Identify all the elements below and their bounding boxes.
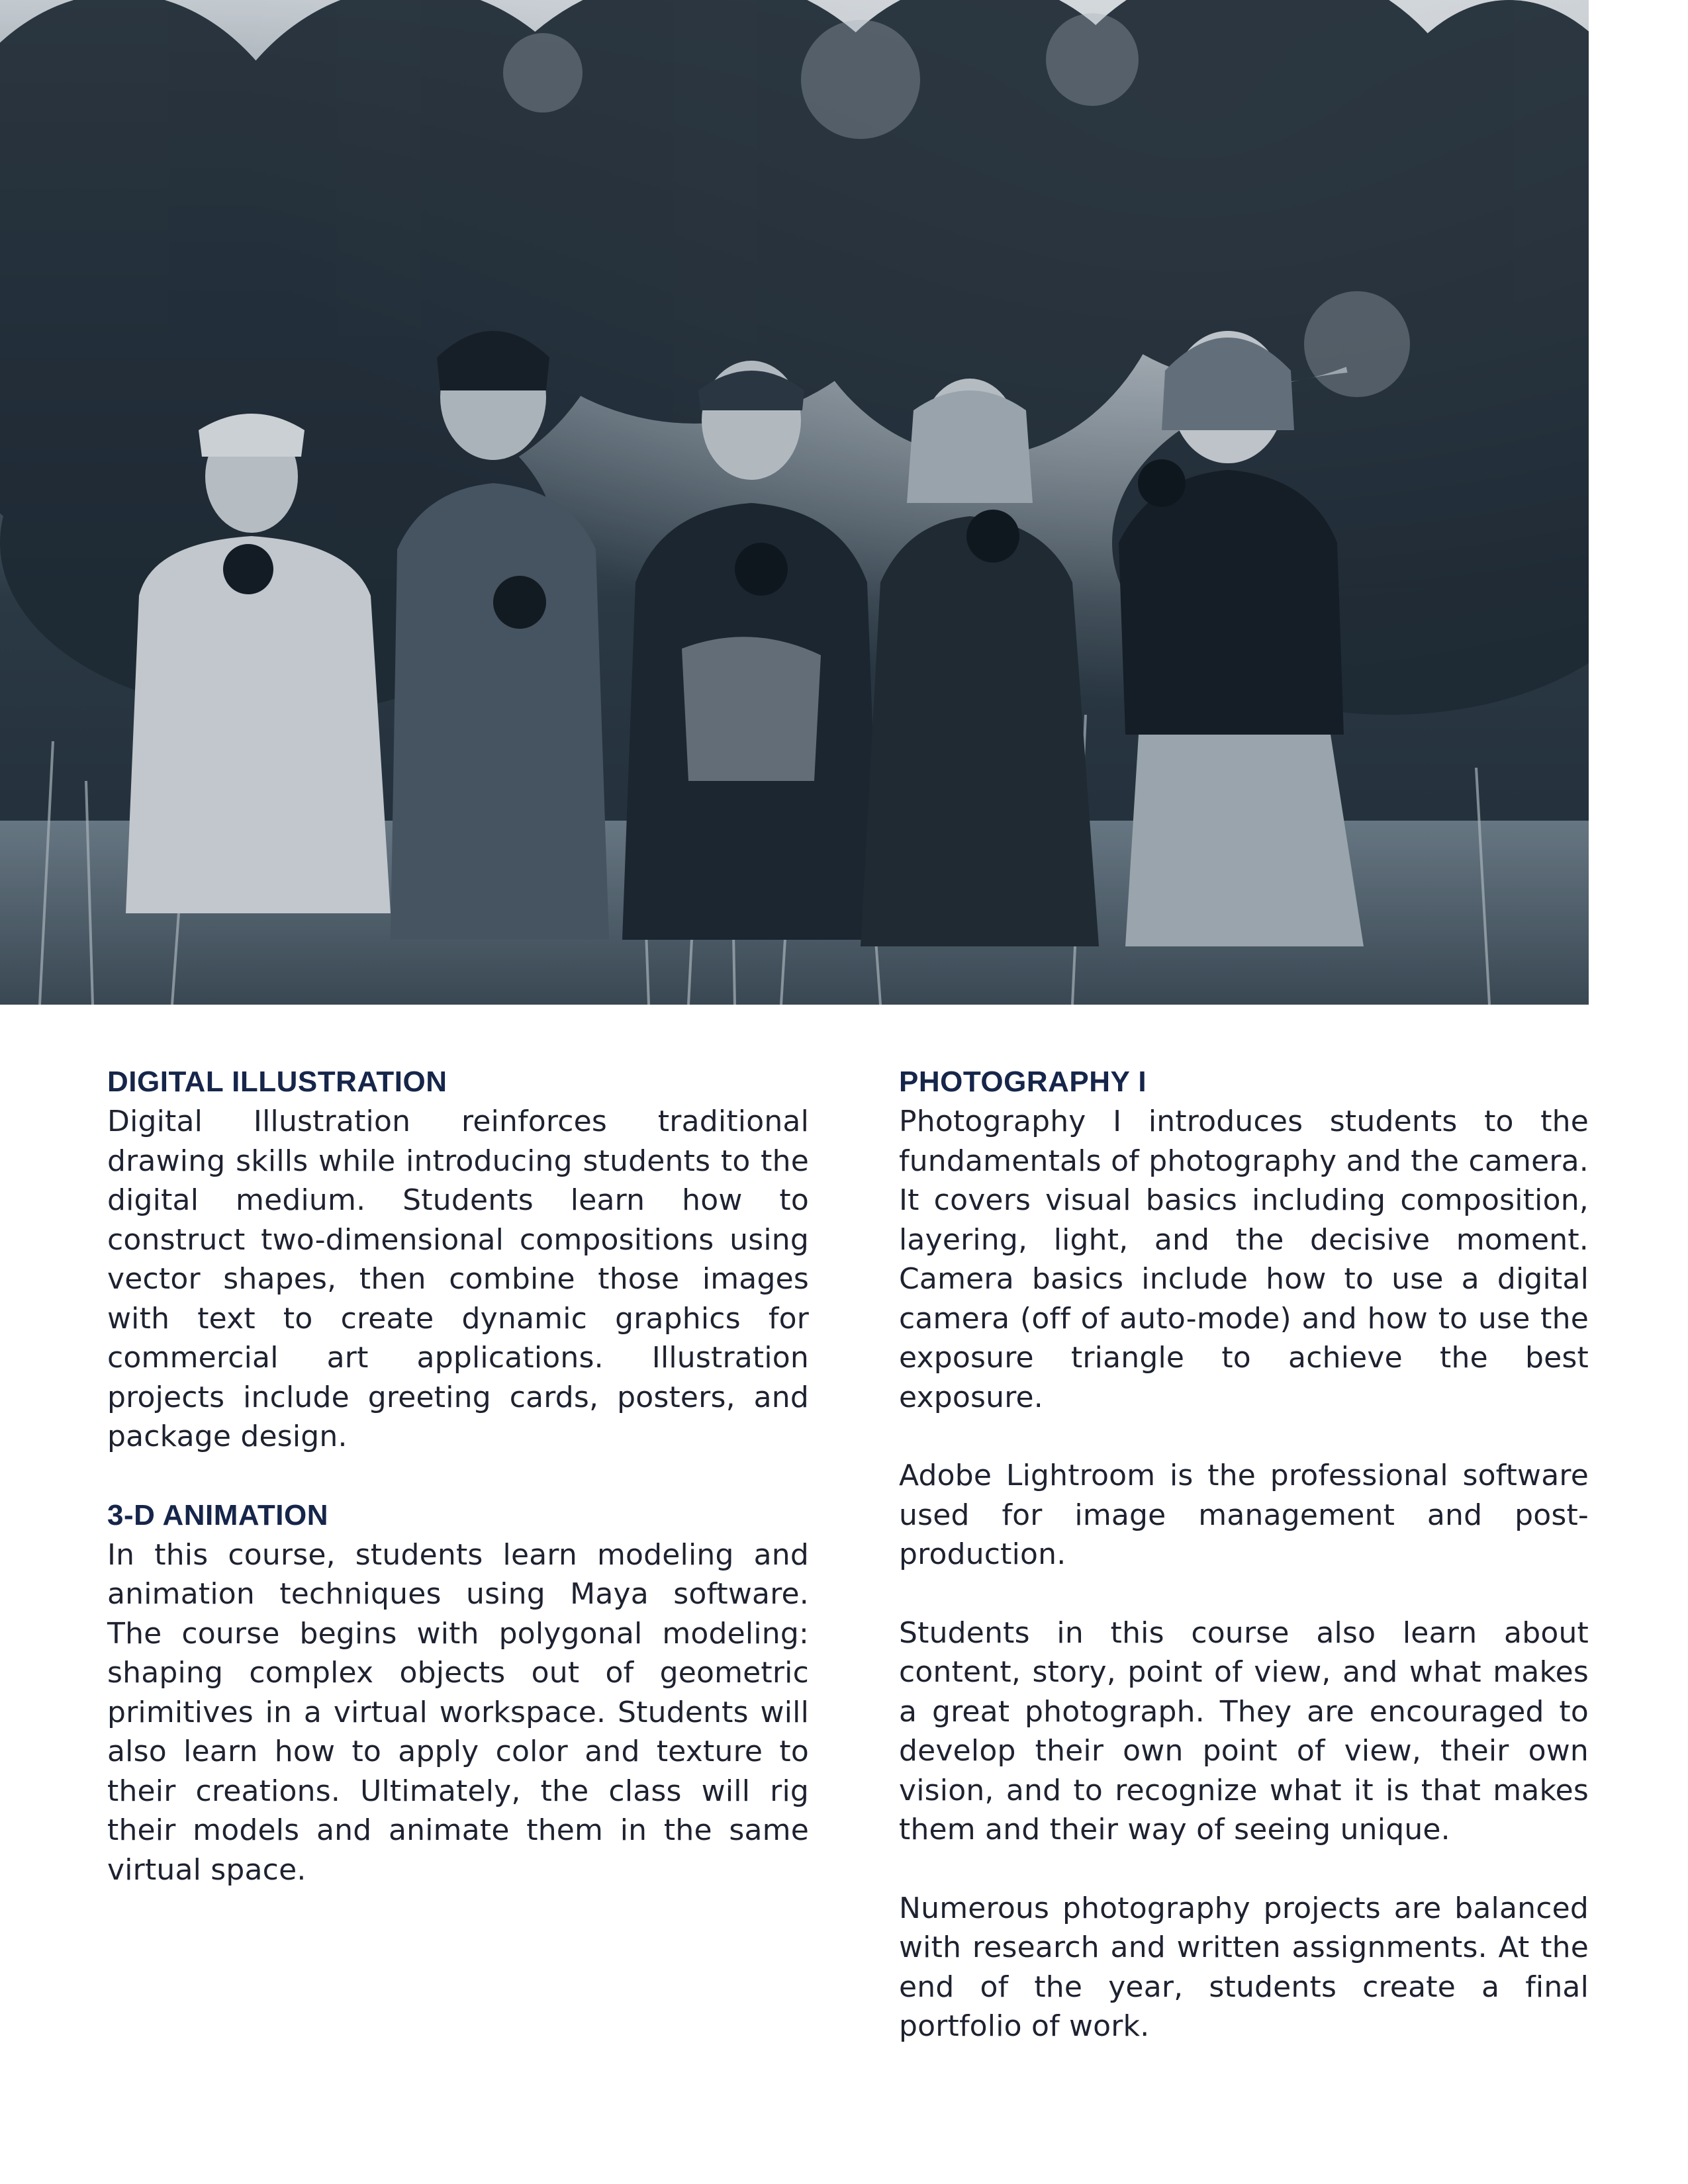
photography-paragraph-3: Students in this course also learn about content, story, point of view, and what makes a great photograph. They are encouraged to develop their own point of view, their own vision, and to recognize what it is that makes them and their way of seeing unique.	[899, 1615, 1589, 1846]
paragraph-spacer	[899, 1850, 1589, 1889]
left-column	[107, 1062, 809, 1889]
hero-photo	[0, 0, 1589, 1005]
section-spacer	[107, 1457, 809, 1496]
section-title-digital-illustration: DIGITAL ILLUSTRATION	[107, 1066, 447, 1098]
paragraph-spacer	[899, 1417, 1589, 1456]
photography-paragraph-2: Adobe Lightroom is the professional software used for image management and post-production.	[899, 1459, 1589, 1571]
section-body-3d-animation: In this course, students learn modeling and animation techniques using Maya software. The course begins with polygonal modeling: shaping complex objects out of geometric primitives in a virtual workspace. Students will also learn how to apply color and texture to their creations. Ultimately, the class will rig their models and animate them in the same virtual space.	[107, 1537, 809, 1887]
right-column	[899, 1062, 1589, 2046]
photography-paragraph-4: Numerous photography projects are balanced with research and written assignments. At the end of the year, students create a final portfolio of work.	[899, 1891, 1589, 2043]
hero-photo-illustration	[0, 0, 1589, 1005]
section-title-3d-animation: 3-D ANIMATION	[107, 1498, 329, 1531]
paragraph-spacer	[899, 1574, 1589, 1614]
section-body-digital-illustration: Digital Illustration reinforces traditional drawing skills while introducing students to the digital medium. Students learn how to construct two-dimensional compositions using vector shapes, then combine those images with text to create dynamic graphics for commercial art applications. Illustration projects include greeting cards, posters, and package design.	[107, 1105, 809, 1453]
section-title-photography: PHOTOGRAPHY I	[899, 1066, 1147, 1098]
photography-paragraph-1: Photography I introduces students to the fundamentals of photography and the camera. It covers visual basics including composition, layering, light, and the decisive moment. Camera basics include how to use a digital camera (off of auto-mode) and how to use the exposure triangle to achieve the best exposure.	[899, 1105, 1589, 1414]
